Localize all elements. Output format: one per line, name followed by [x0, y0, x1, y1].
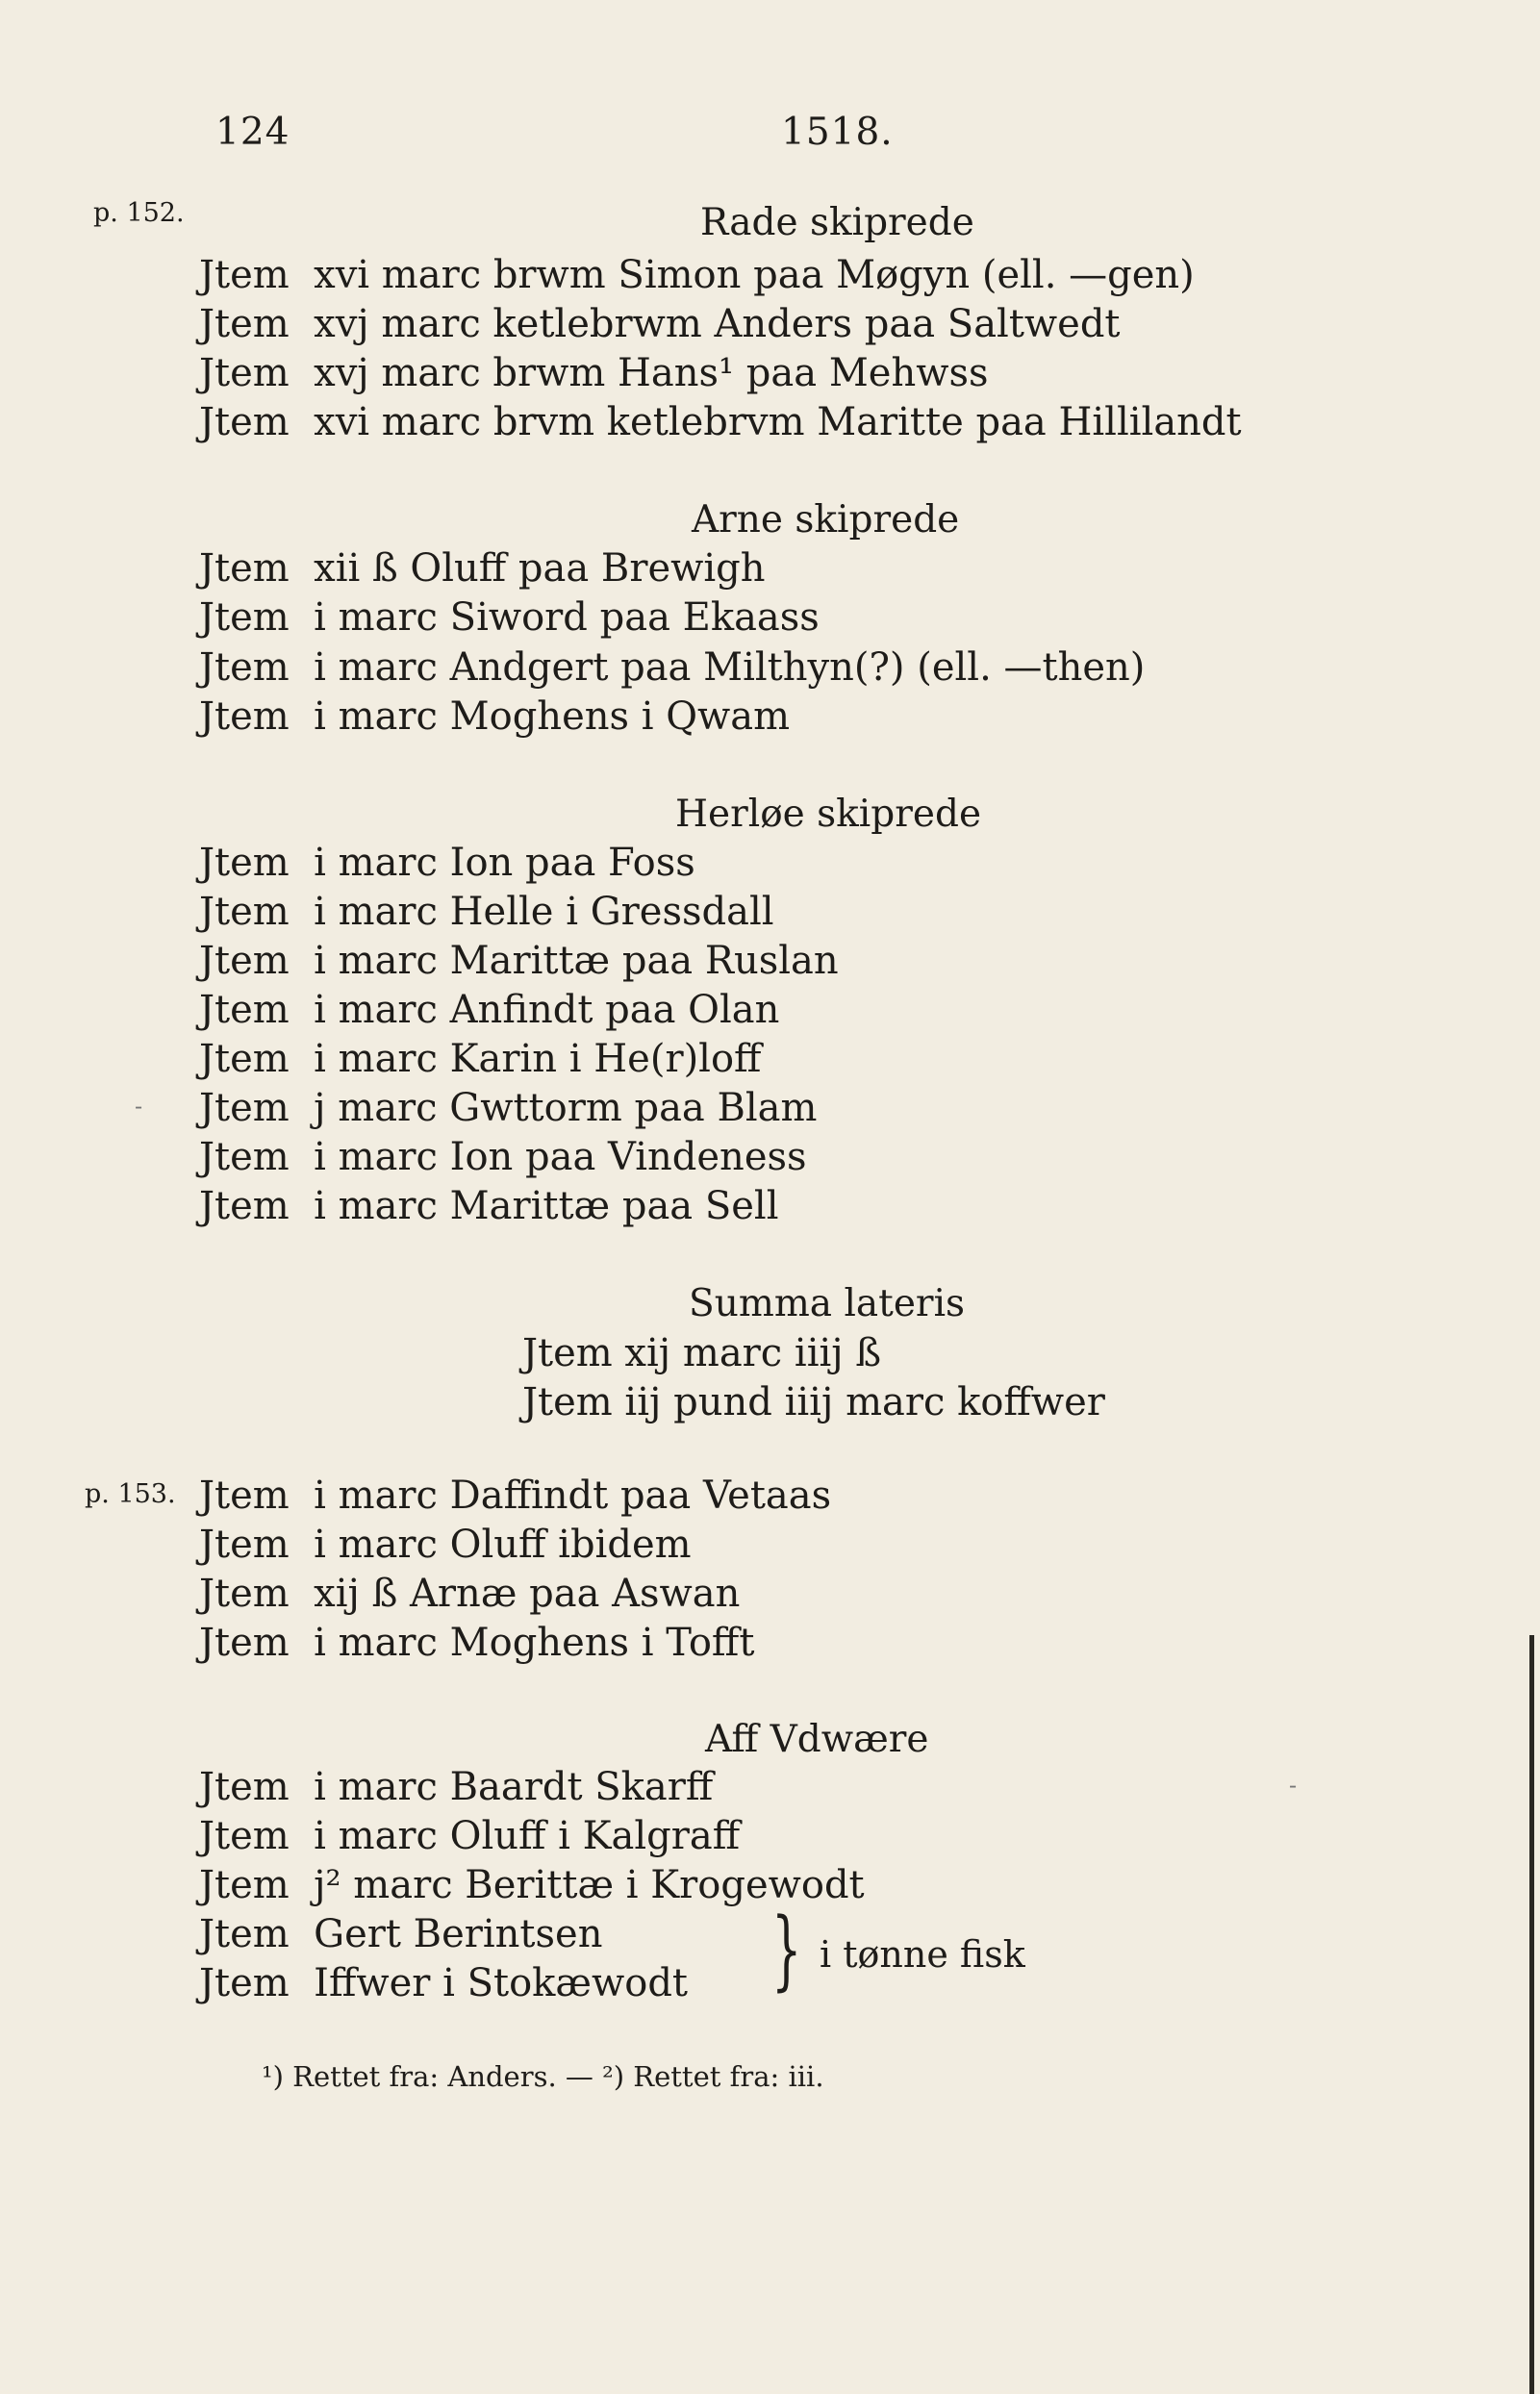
- entry-line: Jtem xii ß Oluff paa Brewigh: [199, 546, 766, 591]
- margin-mark: -: [1289, 1772, 1298, 1799]
- entry-line: Jtem i marc Moghens i Qwam: [199, 694, 791, 739]
- heading-herloe: Herløe skiprede: [675, 793, 982, 836]
- brace-annotation: i tønne fisk: [820, 1933, 1025, 1976]
- entry-line: Jtem i marc Daffindt paa Vetaas: [199, 1474, 832, 1518]
- entry-line: Jtem i marc Marittæ paa Ruslan: [199, 939, 839, 983]
- entry-line: Jtem i marc Anfindt paa Olan: [199, 988, 780, 1032]
- entry-line: Jtem i marc Ion paa Foss: [199, 841, 695, 885]
- margin-ref-p153: p. 153.: [85, 1479, 176, 1509]
- entry-line: Jtem i marc Helle i Gressdall: [199, 890, 774, 934]
- heading-summa: Summa lateris: [689, 1282, 966, 1325]
- page-number: 124: [215, 111, 290, 154]
- entry-line: Jtem i marc Oluff i Kalgraff: [199, 1814, 741, 1858]
- heading-arne: Arne skiprede: [692, 498, 960, 542]
- page-edge: [1529, 1635, 1534, 2394]
- entry-line: Jtem xvj marc ketlebrwm Anders paa Saltwedt: [199, 302, 1121, 346]
- brace-symbol: }: [771, 1900, 802, 2001]
- summa-line: Jtem xij marc iiij ß: [522, 1331, 882, 1375]
- entry-line: Jtem i marc Ion paa Vindeness: [199, 1135, 807, 1179]
- entry-line: Jtem i marc Oluff ibidem: [199, 1523, 692, 1567]
- entry-line: Jtem xvj marc brwm Hans¹ paa Mehwss: [199, 351, 989, 395]
- entry-line: Jtem j marc Gwttorm paa Blam: [199, 1086, 818, 1130]
- heading-aff: Aff Vdwære: [705, 1718, 929, 1761]
- margin-mark: -: [135, 1093, 143, 1120]
- entry-line: Jtem i marc Marittæ paa Sell: [199, 1184, 779, 1228]
- summa-line: Jtem iij pund iiij marc koffwer: [522, 1380, 1105, 1424]
- entry-line: Jtem i marc Andgert paa Milthyn(?) (ell. —then): [199, 645, 1146, 690]
- running-year: 1518.: [781, 111, 894, 154]
- entry-line: Jtem i marc Karin i He(r)loff: [199, 1037, 762, 1081]
- entry-line: Jtem i marc Moghens i Tofft: [199, 1621, 755, 1665]
- entry-line: Jtem j² marc Berittæ i Krogewodt: [199, 1863, 865, 1907]
- margin-ref-p152: p. 152.: [93, 198, 185, 228]
- entry-line: Jtem i marc Baardt Skarff: [199, 1765, 714, 1809]
- heading-rade: Rade skiprede: [700, 201, 974, 244]
- footnote: ¹) Rettet fra: Anders. — ²) Rettet fra: iii.: [262, 2060, 824, 2093]
- entry-line: Jtem i marc Siword paa Ekaass: [199, 595, 820, 640]
- entry-line: Jtem xvi marc brwm Simon paa Møgyn (ell. —gen): [199, 253, 1195, 297]
- entry-line: Jtem xvi marc brvm ketlebrvm Maritte paa Hillilandt: [199, 400, 1242, 444]
- entry-line: Jtem Iffwer i Stokæwodt: [199, 1961, 689, 2005]
- entry-line: Jtem Gert Berintsen: [199, 1912, 603, 1956]
- entry-line: Jtem xij ß Arnæ paa Aswan: [199, 1572, 741, 1616]
